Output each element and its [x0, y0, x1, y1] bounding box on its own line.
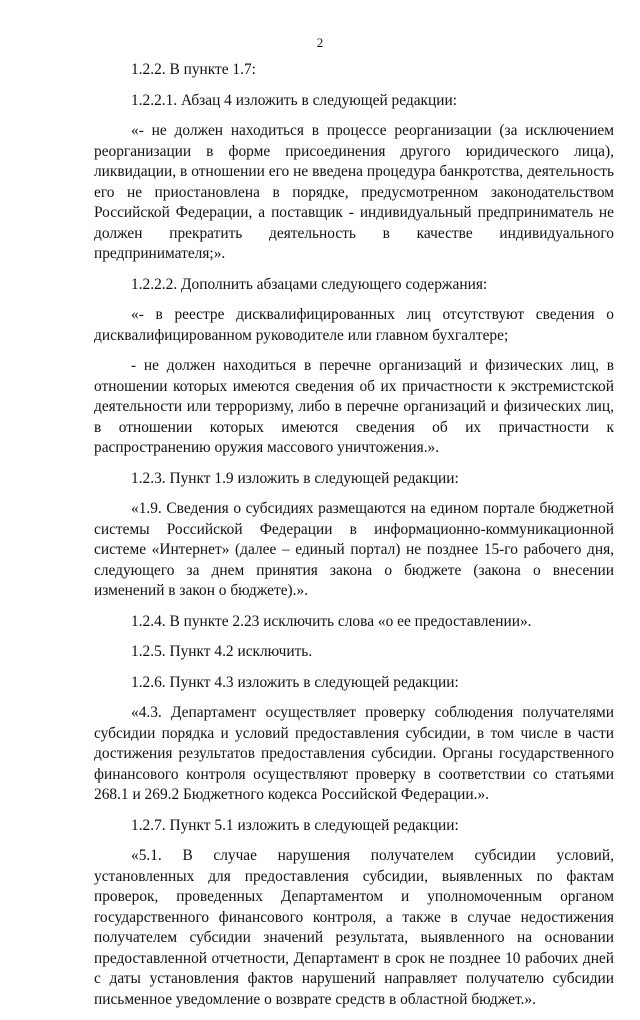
paragraph-1-2-2-2: 1.2.2.2. Дополнить абзацами следующего содержания: [131, 275, 488, 293]
paragraph-quote-4-3: «4.3. Департамент осуществляет проверку соблюдения получателями субсидии порядка и условий предоставления субсидии, в том числе в части достижения результатов предоставления субсидии. Органы государственного финансового контроля осуществляют проверку в соответствии со статьями 268.1 и 269.2 Бюджетного кодекса Российской Федерации.». [94, 704, 614, 803]
paragraph-quote-1-9: «1.9. Сведения о субсидиях размещаются на едином портале бюджетной системы Российской Федерации в информационно-коммуникационной системе «Интернет» (далее – единый портал) не позднее 15-го рабочего дня, следующего за днем принятия закона о бюджете (закона о внесении изменений в закон о бюджете).». [94, 500, 614, 599]
paragraph-1-2-5: 1.2.5. Пункт 4.2 исключить. [131, 643, 313, 660]
paragraph-quote-extremism: - не должен находиться в перечне организаций и физических лиц, в отношении которых имеются сведения об их причастности к экстремистской деятельности или терроризму, либо в перечне организаций и физических лиц, в отношении которых имеются сведения об их причастности к распространению оружия массового уничтожения.». [94, 357, 614, 456]
paragraph-quote-disqualified: «- в реестре дисквалифицированных лиц отсутствуют сведения о дисквалифицированном руководителе или главном бухгалтере; [94, 306, 614, 344]
document-body [94, 60, 614, 1020]
paragraph-1-2-6: 1.2.6. Пункт 4.3 изложить в следующей редакции: [131, 673, 459, 691]
paragraph-quote-reorganization: «- не должен находиться в процессе реорганизации (за исключением реорганизации в форме присоединения другого юридического лица), ликвидации, в отношении его не введена процедура банкротства, деятельность его не приостановлена в порядке, предусмотренном законодательством Российской Федерации, а поставщик - индивидуальный предприниматель не должен прекратить деятельность в качестве индивидуального предпринимателя;». [94, 122, 614, 262]
paragraph-1-2-4: 1.2.4. В пункте 2.23 исключить слова «о ее предоставлении». [131, 612, 532, 630]
paragraph-1-2-7: 1.2.7. Пункт 5.1 изложить в следующей редакции: [131, 816, 459, 834]
paragraph-1-2-2-1: 1.2.2.1. Абзац 4 изложить в следующей редакции: [131, 91, 457, 109]
paragraph-quote-5-1: «5.1. В случае нарушения получателем субсидии условий, установленных для предоставления субсидии, выявленных по фактам проверок, проведенных Департаментом и уполномоченным органом государственного финансового контроля, а также в случае недостижения получателем субсидии значений результата, выявленного на основании предоставленной отчетности, Департамент в срок не позднее 10 рабочих дней с даты установления фактов нарушений направляет получателю субсидии письменное уведомление о возврате средств в областной бюджет.». [94, 847, 614, 1008]
paragraph-1-2-3: 1.2.3. Пункт 1.9 изложить в следующей редакции: [131, 469, 459, 487]
paragraph-1-2-2: 1.2.2. В пункте 1.7: [131, 61, 256, 78]
page-number: 2 [316, 35, 324, 50]
